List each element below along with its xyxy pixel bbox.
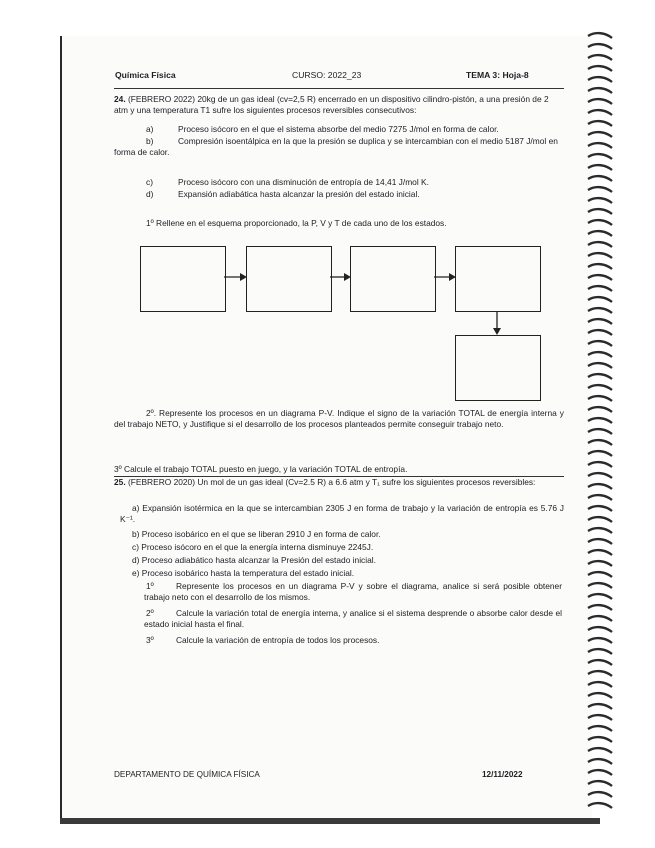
spiral-coil [588, 143, 612, 148]
spiral-coil [588, 66, 612, 71]
spiral-binding [586, 30, 614, 820]
item-24b-label: b) [146, 136, 154, 146]
spiral-coil [588, 44, 612, 49]
spiral-coil [588, 462, 612, 467]
spiral-coil [588, 715, 612, 720]
arrow-3-4 [434, 270, 457, 284]
state-box-1[interactable] [140, 246, 226, 312]
header-subject: Química Física [115, 70, 176, 80]
spiral-coil [588, 726, 612, 731]
spiral-coil [588, 352, 612, 357]
arrow-4-5 [490, 311, 504, 336]
problem-25-intro [114, 477, 564, 488]
item-24d: Expansión adiabática hasta alcanzar la presión del estado inicial. [178, 189, 420, 199]
item-25d: d) Proceso adiabático hasta alcanzar la Presión del estado inicial. [132, 555, 376, 565]
item-24c: Proceso isócoro con una disminución de entropía de 14,41 J/mol K. [178, 177, 429, 187]
spiral-coil [588, 803, 612, 808]
spiral-coil [588, 418, 612, 423]
spiral-coil [588, 275, 612, 280]
spiral-coil [588, 165, 612, 170]
spiral-coil [588, 121, 612, 126]
state-box-4[interactable] [455, 246, 541, 312]
spiral-coil [588, 759, 612, 764]
spiral-coil [588, 330, 612, 335]
item-24a-label: a) [146, 124, 154, 134]
spiral-coil [588, 242, 612, 247]
spiral-coil [588, 286, 612, 291]
spiral-coil [588, 781, 612, 786]
spiral-coil [588, 231, 612, 236]
problem-24-intro [114, 94, 564, 117]
spiral-coil [588, 363, 612, 368]
spiral-coil [588, 198, 612, 203]
spiral-coil [588, 451, 612, 456]
question-24-1: 1º Rellene en el esquema proporcionado, la P, V y T de cada uno de los estados. [146, 218, 447, 228]
spiral-coil [588, 704, 612, 709]
spiral-coil [588, 385, 612, 390]
spiral-coil [588, 297, 612, 302]
spiral-coil [588, 660, 612, 665]
spiral-coil [588, 561, 612, 566]
problem-24-number: 24. [114, 94, 126, 104]
question-24-3: 3º Calcule el trabajo TOTAL puesto en juego, y la variación TOTAL de entropía. [114, 464, 408, 474]
spiral-coil [588, 539, 612, 544]
spiral-coil [588, 99, 612, 104]
question-25-1: Represente los procesos en un diagrama P-V y sobre el diagrama, analice si será posible obtener trabajo neto con el desarrollo de los mismos. [144, 581, 562, 603]
spiral-coil [588, 737, 612, 742]
spiral-coil [588, 627, 612, 632]
spiral-coil [588, 473, 612, 478]
state-box-3[interactable] [350, 246, 436, 312]
spiral-coil [588, 440, 612, 445]
spiral-coil [588, 693, 612, 698]
question-25-2-label: 2º [146, 608, 154, 618]
spiral-coil [588, 638, 612, 643]
spiral-coil [588, 55, 612, 60]
spiral-coil [588, 605, 612, 610]
spiral-coil [588, 649, 612, 654]
problem-24-statement: (FEBRERO 2022) 20kg de un gas ideal (cv=2,5 R) encerrado en un dispositivo cilindro-pistón, a una presión de 2 atm y una temperatura T1 sufre los siguientes procesos reversibles consecutivos: [114, 94, 549, 116]
spiral-coil [588, 682, 612, 687]
question-24-2: 2º. Represente los procesos en un diagrama P-V. Indique el signo de la variación TOTAL de energía interna y del trabajo NETO, y Justifique si el desarrollo de los procesos planteados permite conseguir trabajo neto. [114, 408, 564, 430]
question-25-1-label: 1º [146, 581, 154, 591]
spiral-coil [588, 396, 612, 401]
item-25c: c) Proceso isócoro en el que la energía interna disminuye 2245J. [132, 542, 374, 552]
spiral-coil [588, 319, 612, 324]
footer-date: 12/11/2022 [482, 770, 523, 779]
spiral-coil [588, 495, 612, 500]
arrow-1-2 [224, 270, 248, 284]
spiral-coil [588, 616, 612, 621]
question-25-3: Calcule la variación de entropía de todos los procesos. [176, 635, 380, 645]
spiral-coil [588, 748, 612, 753]
spiral-coil [588, 374, 612, 379]
spiral-coil [588, 253, 612, 258]
spiral-coil [588, 770, 612, 775]
spiral-coil [588, 594, 612, 599]
spiral-coil [588, 341, 612, 346]
header-sheet: TEMA 3: Hoja-8 [466, 70, 529, 80]
arrow-2-3 [330, 270, 352, 284]
item-24b: Compresión isoentálpica en la que la presión se duplica y se intercambian con el medio 5187 J/mol en forma de calor. [114, 136, 558, 158]
spiral-coil [588, 88, 612, 93]
spiral-coil [588, 671, 612, 676]
item-24a: Proceso isócoro en el que el sistema absorbe del medio 7275 J/mol en forma de calor. [178, 124, 499, 134]
spiral-coil [588, 77, 612, 82]
question-25-3-label: 3º [146, 635, 154, 645]
spiral-coil [588, 517, 612, 522]
spiral-coil [588, 220, 612, 225]
problem-25-number: 25. [114, 477, 126, 487]
item-25a: a) Expansión isotérmica en la que se intercambian 2305 J en forma de trabajo y la variación de entropía es 5.76 J K⁻¹. [120, 503, 564, 525]
spiral-coil [588, 484, 612, 489]
spiral-coil [588, 264, 612, 269]
spiral-coil [588, 33, 612, 38]
footer-department: DEPARTAMENTO DE QUÍMICA FÍSICA [114, 770, 260, 779]
item-25e: e) Proceso isobárico hasta la temperatura del estado inicial. [132, 568, 355, 578]
header-course: CURSO: 2022_23 [292, 70, 362, 80]
item-24d-label: d) [146, 189, 154, 199]
spiral-coil [588, 132, 612, 137]
spiral-coil [588, 110, 612, 115]
spiral-coil [588, 154, 612, 159]
spiral-coil [588, 572, 612, 577]
problem-25-statement: (FEBRERO 2020) Un mol de un gas ideal (Cv=2.5 R) a 6.6 atm y T₁ sufre los siguientes procesos reversibles: [125, 477, 536, 487]
spiral-coil [588, 506, 612, 511]
spiral-coil [588, 528, 612, 533]
spiral-coil [588, 308, 612, 313]
spiral-coil [588, 407, 612, 412]
spiral-coil [588, 187, 612, 192]
spiral-coil [588, 550, 612, 555]
item-25b: b) Proceso isobárico en el que se liberan 2910 J en forma de calor. [132, 529, 381, 539]
spiral-coil [588, 429, 612, 434]
header-rule [114, 88, 564, 89]
state-box-2[interactable] [246, 246, 332, 312]
spiral-coil [588, 209, 612, 214]
question-25-2: Calcule la variación total de energía interna, y analice si el sistema desprende o absorbe calor desde el estado inicial hasta el final. [144, 608, 562, 630]
spiral-coil [588, 583, 612, 588]
spiral-coil [588, 176, 612, 181]
spiral-coil [588, 792, 612, 797]
page-edge [60, 818, 600, 824]
state-box-5[interactable] [455, 335, 541, 401]
item-24c-label: c) [146, 177, 153, 187]
